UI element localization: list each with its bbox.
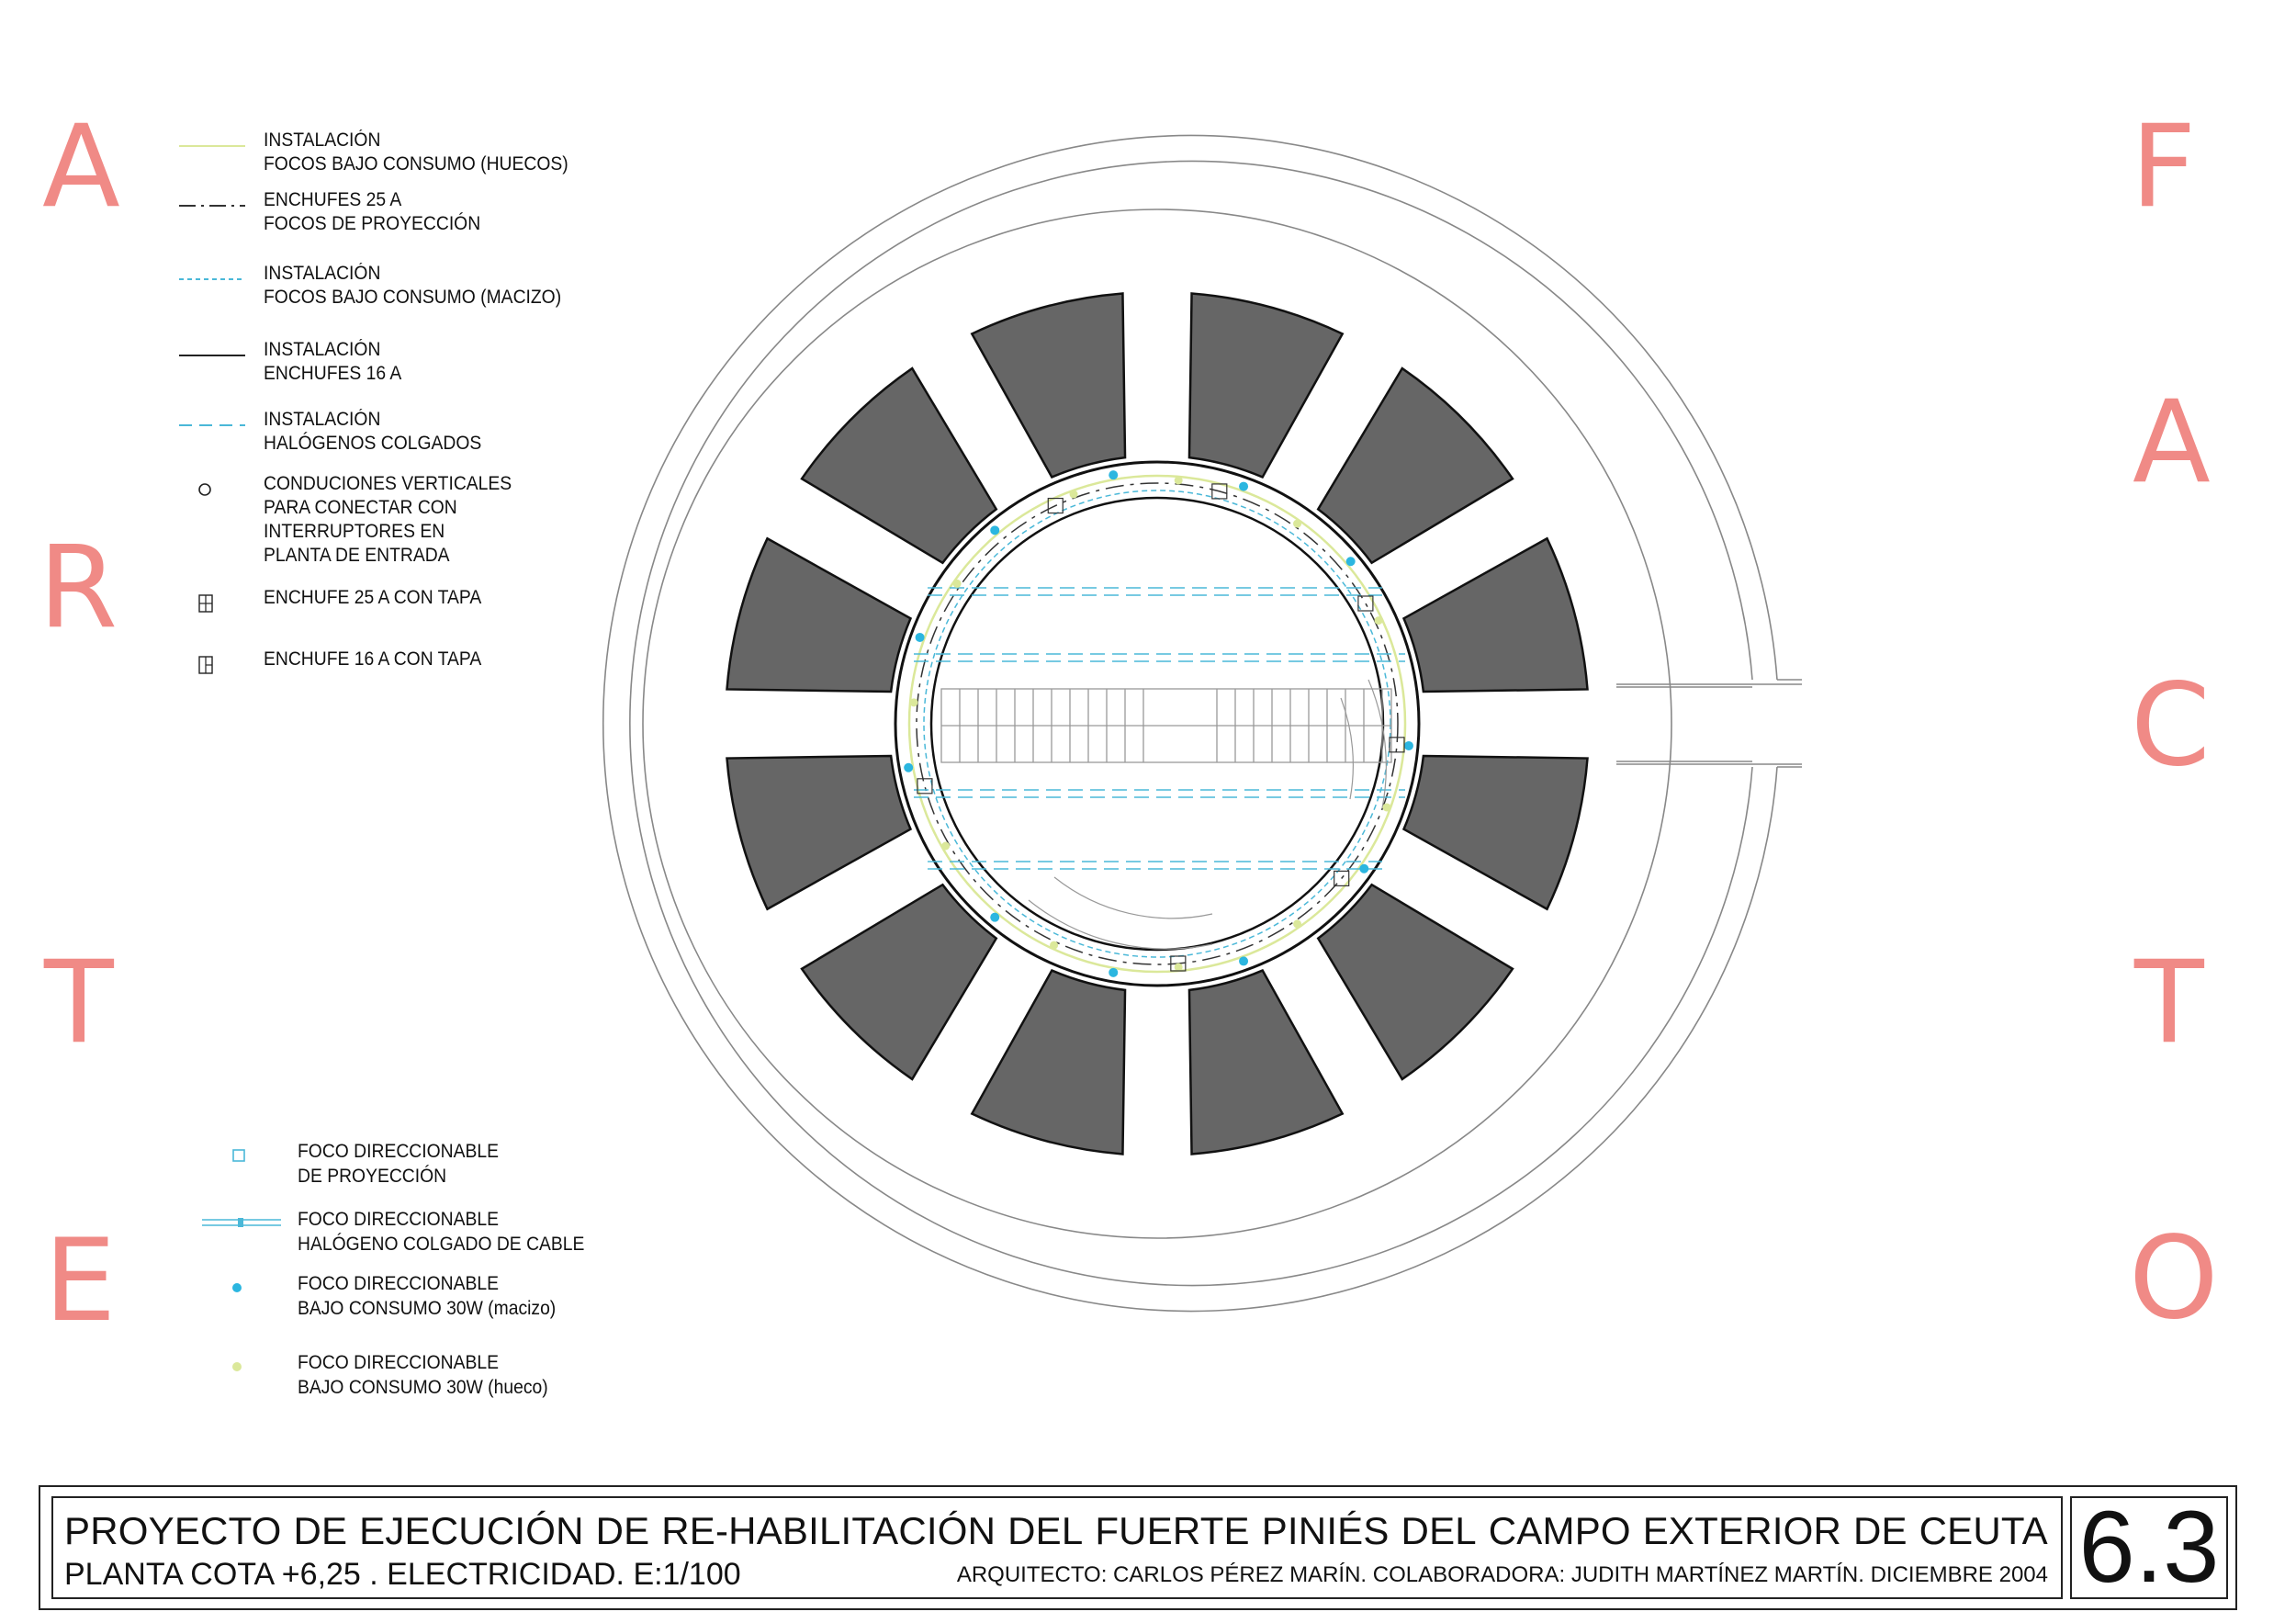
low-energy-spot-solid: [1239, 482, 1248, 491]
low-energy-spot-solid: [916, 633, 925, 642]
title-word: DEL: [1401, 1509, 1477, 1552]
yellow-line-icon: [179, 132, 245, 160]
roof-sector: [1189, 294, 1343, 478]
halogen-cable-lines: [914, 588, 1405, 869]
cyan-dot-icon: [211, 1273, 285, 1301]
title-word: CEUTA: [1919, 1509, 2048, 1552]
right-letter: O: [2129, 1212, 2219, 1345]
low-energy-spot-hollow: [1070, 490, 1078, 499]
straight-staircase: [941, 689, 1391, 762]
legend-label: FOCO DIRECCIONABLE BAJO CONSUMO 30W (macizo): [298, 1273, 557, 1319]
right-letter: T: [2134, 937, 2204, 1069]
low-energy-spot-hollow: [941, 842, 950, 851]
legend-label: INSTALACIÓN HALÓGENOS COLGADOS: [264, 409, 482, 454]
low-energy-spot-solid: [1239, 956, 1248, 965]
roof-sector: [1404, 756, 1588, 909]
low-energy-spot-hollow: [1175, 477, 1183, 485]
roof-sector: [1404, 538, 1588, 692]
title-word: RE-HABILITACIÓN: [661, 1509, 996, 1552]
low-energy-spot-hollow: [1382, 803, 1390, 811]
low-energy-spot-hollow: [1050, 941, 1058, 950]
right-letter: A: [2133, 377, 2211, 509]
circle-icon: [179, 476, 245, 503]
low-energy-spot-hollow: [1175, 963, 1183, 971]
roof-sector: [727, 538, 911, 692]
cyan-dashed-line-icon: [179, 411, 245, 439]
inner-ring: [895, 462, 1419, 986]
curved-staircase: [1029, 680, 1386, 949]
title-word: CAMPO: [1488, 1509, 1631, 1552]
legend-label: FOCO DIRECCIONABLE BAJO CONSUMO 30W (hueco): [298, 1352, 548, 1398]
floor-plan-drawing: [551, 92, 1837, 1378]
title-word: EJECUCIÓN: [359, 1509, 584, 1552]
low-energy-spot-solid: [990, 913, 999, 922]
title-word: DE: [1852, 1509, 1908, 1552]
legend-label: INSTALACIÓN FOCOS BAJO CONSUMO (MACIZO): [264, 263, 562, 308]
socket-25a-icon: [179, 590, 245, 617]
yellow-dot-icon: [211, 1352, 285, 1380]
low-energy-spot-solid: [1109, 968, 1118, 977]
title-word: FUERTE: [1095, 1509, 1250, 1552]
left-letter: R: [39, 522, 118, 654]
low-energy-spot-hollow: [953, 580, 962, 588]
plan-subtitle: PLANTA COTA +6,25 . ELECTRICIDAD. E:1/100: [64, 1557, 741, 1592]
roof-sector: [1318, 885, 1513, 1079]
legend-label: ENCHUFES 25 A FOCOS DE PROYECCIÓN: [264, 189, 481, 234]
legend-label: FOCO DIRECCIONABLE DE PROYECCIÓN: [298, 1141, 500, 1187]
left-letter: E: [44, 1215, 117, 1347]
socket-16a-icon: [179, 651, 245, 679]
low-energy-spot-solid: [990, 525, 999, 535]
low-energy-spot-solid: [1404, 741, 1413, 750]
low-energy-spot-solid: [904, 763, 913, 772]
title-word: PINIÉS: [1261, 1509, 1390, 1552]
title-block: [39, 1485, 2237, 1610]
low-energy-spot-hollow: [910, 698, 918, 706]
low-energy-spot-solid: [1109, 470, 1118, 479]
title-block-main: [51, 1496, 2063, 1599]
roof-sector: [1318, 368, 1513, 563]
credits: ARQUITECTO: CARLOS PÉREZ MARÍN. COLABORADORA: JUDITH MARTÍNEZ MARTÍN. DICIEMBRE 2004: [956, 1562, 2048, 1587]
low-energy-spot-hollow: [1293, 520, 1301, 528]
title-word: DE: [293, 1509, 348, 1552]
dash-dot-line-icon: [179, 192, 245, 220]
square-spot-icon: [211, 1141, 285, 1168]
roof-sector: [1189, 971, 1343, 1155]
light-fixtures: [904, 470, 1413, 977]
solid-line-icon: [179, 342, 245, 369]
legend-label: INSTALACIÓN FOCOS BAJO CONSUMO (HUECOS): [264, 130, 568, 175]
low-energy-spot-hollow: [1293, 919, 1301, 928]
title-word: PROYECTO: [64, 1509, 282, 1552]
left-letter: T: [44, 937, 114, 1069]
right-letter: F: [2131, 101, 2197, 233]
left-letter: A: [42, 101, 120, 233]
project-title: [64, 1509, 2048, 1553]
low-energy-spot-solid: [1359, 864, 1368, 873]
dark-roof-sectors: [727, 294, 1588, 1155]
title-word: DEL: [1007, 1509, 1084, 1552]
cyan-dotted-line-icon: [179, 265, 245, 293]
roof-sector: [972, 971, 1125, 1155]
roof-sector: [802, 368, 996, 563]
sheet-number-box: [2070, 1491, 2228, 1604]
legend-label: CONDUCIONES VERTICALES PARA CONECTAR CON INTERRUPTORES EN PLANTA DE ENTRADA: [264, 473, 512, 566]
low-energy-spot-hollow: [1375, 616, 1383, 625]
right-letter: C: [2131, 659, 2211, 792]
sheet-number: 6.3: [2078, 1491, 2220, 1604]
legend-label: INSTALACIÓN ENCHUFES 16 A: [264, 339, 402, 384]
roof-sector: [727, 756, 911, 909]
title-word: DE: [595, 1509, 650, 1552]
legend-label: ENCHUFE 25 A CON TAPA: [264, 587, 482, 608]
legend-label: FOCO DIRECCIONABLE HALÓGENO COLGADO DE CABLE: [298, 1209, 585, 1255]
roof-sector: [972, 294, 1125, 478]
low-energy-spot-solid: [1346, 557, 1356, 566]
cable-halogen-icon: [202, 1209, 285, 1236]
legend-label: ENCHUFE 16 A CON TAPA: [264, 648, 482, 670]
title-word: EXTERIOR: [1642, 1509, 1842, 1552]
roof-sector: [802, 885, 996, 1079]
